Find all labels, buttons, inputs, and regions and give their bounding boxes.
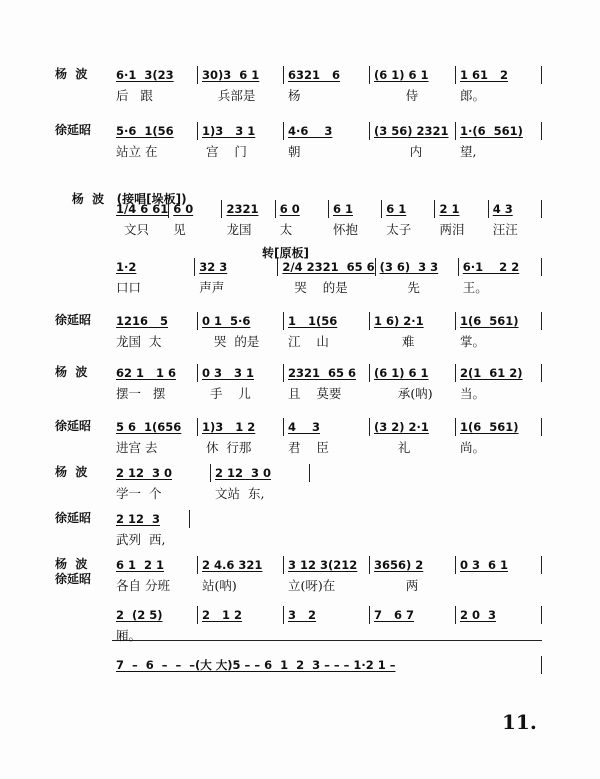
- measures: [112, 556, 542, 593]
- measure: [284, 418, 370, 455]
- tempo-change: 转[原板]: [262, 246, 309, 260]
- page-number: 11.: [502, 710, 537, 734]
- measure-notes: 1·(6 561): [460, 124, 523, 138]
- singer-label: 徐延昭: [55, 419, 92, 433]
- measure: [459, 258, 542, 295]
- measure-notes: 4 3: [288, 420, 321, 434]
- measures: [112, 200, 542, 237]
- measure-notes: (3 6) 3 3: [379, 260, 439, 274]
- measure-lyrics: 君 臣: [288, 440, 329, 455]
- measure: [284, 364, 370, 401]
- measure-notes: 2 12 3: [116, 512, 161, 526]
- score-line: [0, 258, 600, 302]
- measure-notes: (6 1) 6 1: [374, 68, 429, 82]
- measure: [198, 312, 284, 349]
- measure-notes: (6 1) 6 1: [374, 366, 429, 380]
- singer-label: 杨 波 徐延昭: [55, 557, 92, 586]
- measure: [198, 556, 284, 593]
- measures: [112, 122, 542, 159]
- measure-lyrics: 礼: [374, 440, 411, 455]
- measure: [376, 258, 459, 295]
- measures: [112, 510, 190, 547]
- measure-lyrics: 汪汪: [492, 222, 518, 237]
- measure-lyrics: 摆一 摆: [116, 386, 166, 401]
- measure: [284, 312, 370, 349]
- measures: [112, 312, 542, 349]
- measure: [370, 418, 456, 455]
- measure: [456, 312, 542, 349]
- measure: [284, 606, 370, 624]
- measure-notes: 1)3 3 1: [202, 124, 256, 138]
- measure-notes: 2 12 3 0: [215, 466, 272, 480]
- measure-lyrics: 声声: [199, 280, 225, 295]
- measure-lyrics: 两泪: [439, 222, 465, 237]
- measure: [284, 556, 370, 593]
- measure-lyrics: 休 行那: [202, 440, 252, 455]
- measure-notes: 2 0 3: [460, 608, 497, 622]
- measure: [112, 656, 542, 674]
- measures: [112, 364, 542, 401]
- measure: [112, 258, 195, 295]
- measures: [112, 464, 310, 501]
- measure-notes: 1/4 6 61: [116, 202, 169, 216]
- measure-notes: 2 1: [439, 202, 460, 216]
- measure: [456, 66, 542, 103]
- singer-label: 徐延昭: [55, 123, 92, 137]
- measure-lyrics: 内: [374, 144, 423, 159]
- score-line: [0, 200, 600, 244]
- measure-notes: 0 3 6 1: [460, 558, 509, 572]
- measure-notes: 6 1 2 1: [116, 558, 165, 572]
- measure-notes: 2321: [226, 202, 259, 216]
- measure-lyrics: 怀抱: [332, 222, 358, 237]
- measure: [195, 258, 278, 295]
- measure-notes: 7 6 7: [374, 608, 415, 622]
- measure-lyrics: 承(呐): [374, 386, 433, 401]
- measure-lyrics: 武列 西,: [116, 532, 166, 547]
- measure: [370, 312, 456, 349]
- measure: [112, 200, 169, 237]
- measures: [112, 258, 542, 295]
- measure-notes: 2/4 2321 65 6: [282, 260, 375, 274]
- measure-lyrics: 难: [374, 334, 415, 349]
- measure-notes: 1·2: [116, 260, 137, 274]
- measure-lyrics: 站(呐): [202, 578, 237, 593]
- measure-lyrics: 兵部是: [202, 88, 256, 103]
- score-line: [0, 122, 600, 166]
- measure-notes: 6 1: [386, 202, 407, 216]
- singer-label: 杨 波: [55, 67, 88, 81]
- measure: [198, 66, 284, 103]
- measure: [370, 606, 456, 624]
- measure-notes: 1)3 1 2: [202, 420, 256, 434]
- measure-lyrics: 宫 门: [202, 144, 247, 159]
- measure-lyrics: 手 儿: [202, 386, 251, 401]
- measure-notes: 4·6 3: [288, 124, 333, 138]
- singer-label: 徐延昭: [55, 511, 92, 525]
- measure-notes: 6 0: [173, 202, 194, 216]
- score-line: [0, 312, 600, 356]
- header-text: (接唱[垛板]): [116, 192, 187, 206]
- measure: [211, 464, 310, 501]
- score-line: [0, 66, 600, 110]
- measure: [198, 606, 284, 624]
- measure-lyrics: 厢。: [116, 628, 142, 643]
- measure-lyrics: 尚。: [460, 440, 486, 455]
- measure-lyrics: 郎。: [460, 88, 486, 103]
- measure-lyrics: 掌。: [460, 334, 486, 349]
- measure-lyrics: 进宫 去: [116, 440, 158, 455]
- measure-notes: (3 56) 2321: [374, 124, 449, 138]
- measure: [198, 364, 284, 401]
- measure-lyrics: 太子: [386, 222, 412, 237]
- measure-lyrics: 各自 分班: [116, 578, 170, 593]
- measure-lyrics: 两: [374, 578, 419, 593]
- measure: [198, 418, 284, 455]
- measure-notes: 3656) 2: [374, 558, 424, 572]
- measure: [382, 200, 435, 237]
- measure-lyrics: 望,: [460, 144, 477, 159]
- measure-lyrics: 侍: [374, 88, 419, 103]
- measure-notes: 5 6 1(656: [116, 420, 182, 434]
- measure-lyrics: 先: [379, 280, 420, 295]
- measure-lyrics: 站立 在: [116, 144, 158, 159]
- measure: [112, 66, 198, 103]
- header-singer: 杨 波: [71, 192, 105, 206]
- measure-notes: 6·1 2 2: [462, 260, 520, 274]
- measure-notes: 2 12 3 0: [116, 466, 173, 480]
- score-line: [0, 656, 600, 700]
- measure: [112, 122, 198, 159]
- measure-notes: 1 6) 2·1: [374, 314, 424, 328]
- measure: [284, 122, 370, 159]
- measure-notes: 1216 5: [116, 314, 169, 328]
- measure: [112, 418, 198, 455]
- measures: [112, 418, 542, 455]
- measure-notes: 6321 6: [288, 68, 341, 82]
- measure: [112, 312, 198, 349]
- measures: [112, 66, 542, 103]
- measure-notes: 7 – 6 – – –(大 大)5 – – 6 1 2 3 – – – 1·2 1 –: [116, 658, 396, 672]
- measure-lyrics: 且 莫要: [288, 386, 342, 401]
- measure-lyrics: 文站 东,: [215, 486, 265, 501]
- measure-notes: 1(6 561): [460, 314, 519, 328]
- measure: [456, 556, 542, 574]
- measure-lyrics: 江 山: [288, 334, 329, 349]
- measure-notes: 2321 65 6: [288, 366, 357, 380]
- measure: [489, 200, 542, 237]
- measure-lyrics: 王。: [462, 280, 488, 295]
- measure-lyrics: 杨: [288, 88, 301, 103]
- measure: [456, 122, 542, 159]
- measure: [456, 418, 542, 455]
- measure-lyrics: 见: [173, 222, 186, 237]
- measure-lyrics: 龙国 太: [116, 334, 162, 349]
- measure: [278, 258, 375, 295]
- measure: [112, 364, 198, 401]
- measures: [112, 606, 542, 643]
- measure-lyrics: 哭 的是: [282, 280, 348, 295]
- measure-notes: 1 61 2: [460, 68, 509, 82]
- measure: [329, 200, 382, 237]
- score-line: [0, 510, 600, 554]
- score-line: [0, 464, 600, 508]
- measure-lyrics: 学一 个: [116, 486, 162, 501]
- measure-notes: 2 4.6 321: [202, 558, 263, 572]
- measure-notes: 2 1 2: [202, 608, 243, 622]
- measure: [112, 510, 190, 547]
- measure-lyrics: 哭 的是: [202, 334, 260, 349]
- measure-lyrics: 口口: [116, 280, 142, 295]
- singer-label: 徐延昭: [55, 313, 92, 327]
- measure-lyrics: 立(呀)在: [288, 578, 336, 593]
- measure-notes: 5·6 1(56: [116, 124, 174, 138]
- measure-lyrics: 太: [279, 222, 293, 237]
- measure: [222, 200, 275, 237]
- measure: [169, 200, 222, 237]
- measure: [112, 606, 198, 643]
- measure-notes: 6 0: [279, 202, 300, 216]
- measure-notes: 32 3: [199, 260, 228, 274]
- score-line: [0, 418, 600, 462]
- measure-lyrics: 文只: [116, 222, 149, 237]
- measure: [456, 606, 542, 624]
- measure-notes: 1(6 561): [460, 420, 519, 434]
- measure: [370, 364, 456, 401]
- singer-label: 杨 波: [55, 365, 88, 379]
- measure-notes: 3 2: [288, 608, 317, 622]
- measure: [284, 66, 370, 103]
- measures: [112, 656, 542, 674]
- measure-notes: 2(1 61 2): [460, 366, 523, 380]
- measure: [112, 556, 198, 593]
- measure-lyrics: 朝: [288, 144, 301, 159]
- measure-notes: 6·1 3(23: [116, 68, 174, 82]
- measure-lyrics: 龙国: [226, 222, 252, 237]
- measure-notes: 2 (2 5): [116, 608, 163, 622]
- measure-lyrics: 后 跟: [116, 88, 153, 103]
- measure: [370, 122, 456, 159]
- measure-notes: 30)3 6 1: [202, 68, 260, 82]
- measure: [276, 200, 329, 237]
- score-line: [0, 606, 600, 650]
- score-line: [0, 364, 600, 408]
- measure-notes: 1 1(56: [288, 314, 338, 328]
- measure-notes: 4 3: [492, 202, 513, 216]
- score-line: [0, 556, 600, 600]
- measure: [435, 200, 488, 237]
- measure-notes: (3 2) 2·1: [374, 420, 429, 434]
- measure: [370, 66, 456, 103]
- measure-notes: 3 12 3(212: [288, 558, 358, 572]
- measure-lyrics: 当。: [460, 386, 486, 401]
- measure: [112, 464, 211, 501]
- measure: [370, 556, 456, 593]
- measure-notes: 0 1 5·6: [202, 314, 251, 328]
- measure-notes: 6 1: [332, 202, 353, 216]
- measure: [456, 364, 542, 401]
- measure: [198, 122, 284, 159]
- singer-label: 杨 波: [55, 465, 88, 479]
- measure-notes: 62 1 1 6: [116, 366, 177, 380]
- measure-notes: 0 3 3 1: [202, 366, 255, 380]
